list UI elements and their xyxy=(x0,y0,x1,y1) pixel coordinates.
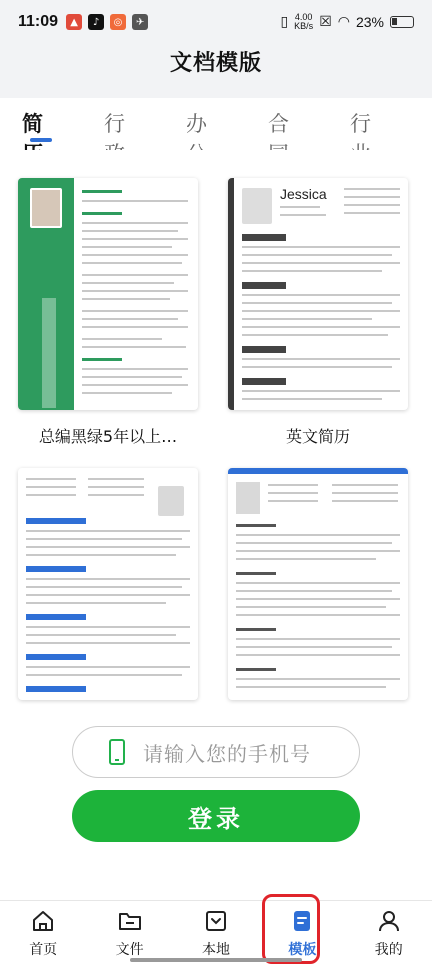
resume-section-header xyxy=(82,212,122,215)
resume-text-line xyxy=(236,534,400,536)
resume-photo xyxy=(236,482,260,514)
resume-text-line xyxy=(236,598,400,600)
resume-text-line xyxy=(236,654,400,656)
status-time: 11:09 xyxy=(18,13,59,30)
net-speed-value: 4.00 xyxy=(294,12,313,22)
resume-text-line xyxy=(242,254,392,256)
resume-text-line xyxy=(332,492,398,494)
resume-text-line xyxy=(26,530,190,532)
resume-text-line xyxy=(26,666,190,668)
category-tabs xyxy=(0,98,432,150)
resume-text-line xyxy=(242,390,400,392)
resume-text-line xyxy=(344,196,400,198)
template-thumbnail[interactable] xyxy=(18,178,198,410)
home-icon xyxy=(31,909,55,933)
resume-text-line xyxy=(26,486,76,488)
resume-text-line xyxy=(82,230,178,232)
resume-text-line xyxy=(236,558,376,560)
bottom-nav xyxy=(0,900,432,964)
resume-text-line xyxy=(82,326,188,328)
resume-text-line xyxy=(236,590,392,592)
resume-section-header xyxy=(236,668,276,671)
resume-text-line xyxy=(82,254,188,256)
template-thumbnail[interactable] xyxy=(228,468,408,700)
resume-text-line xyxy=(242,246,400,248)
resume-text-line xyxy=(236,606,386,608)
user-icon xyxy=(377,909,401,933)
tiktok-icon: ♪ xyxy=(88,14,104,30)
resume-text-line xyxy=(88,486,144,488)
download-box-icon xyxy=(204,909,228,933)
resume-text-line xyxy=(82,290,188,292)
nav-templates[interactable] xyxy=(259,901,345,964)
resume-text-line xyxy=(26,478,76,480)
resume-text-line xyxy=(236,678,400,680)
nav-home[interactable] xyxy=(0,901,86,964)
resume-text-line xyxy=(242,326,400,328)
template-title[interactable]: 总编黑绿5年以上… xyxy=(38,427,178,446)
template-card[interactable] xyxy=(228,178,408,447)
resume-text-line xyxy=(82,282,174,284)
app-notification-icon-2: ✈ xyxy=(132,14,148,30)
phone-icon xyxy=(109,739,125,765)
resume-section-header xyxy=(236,572,276,575)
resume-text-line xyxy=(242,334,388,336)
template-grid xyxy=(0,150,432,900)
nav-local[interactable] xyxy=(173,901,259,964)
resume-text-line xyxy=(26,538,182,540)
resume-text-line xyxy=(82,238,188,240)
resume-text-line xyxy=(236,638,400,640)
tab-office[interactable]: 办 xyxy=(186,112,207,136)
resume-text-line xyxy=(280,206,320,208)
template-card[interactable] xyxy=(228,468,408,700)
resume-section-header xyxy=(26,518,86,524)
resume-text-line xyxy=(82,274,188,276)
resume-text-line xyxy=(82,346,186,348)
resume-text-line xyxy=(236,550,400,552)
template-card[interactable] xyxy=(18,468,198,700)
close-box-icon: ☒ xyxy=(319,14,332,30)
resume-text-line xyxy=(82,376,182,378)
resume-photo xyxy=(158,486,184,516)
resume-text-line xyxy=(236,582,400,584)
resume-text-line xyxy=(268,484,318,486)
resume-text-line xyxy=(242,294,400,296)
resume-text-line xyxy=(82,200,188,202)
resume-name: Jessica xyxy=(280,186,327,202)
resume-text-line xyxy=(82,222,188,224)
resume-text-line xyxy=(82,310,188,312)
resume-text-line xyxy=(344,204,400,206)
battery-percent: 23% xyxy=(355,14,384,30)
resume-text-line xyxy=(26,634,176,636)
nav-local-label: 本地 xyxy=(201,942,230,958)
app-notification-icon: ◎ xyxy=(110,14,126,30)
resume-text-line xyxy=(242,366,392,368)
notification-app-icon: ▲ xyxy=(66,14,82,30)
resume-text-line xyxy=(82,384,188,386)
resume-vertical-banner xyxy=(42,298,56,408)
net-speed-unit: KB/s xyxy=(294,21,314,31)
resume-text-line xyxy=(236,614,400,616)
resume-text-line xyxy=(242,318,372,320)
resume-text-line xyxy=(26,578,190,580)
tab-resume[interactable]: 简 xyxy=(22,98,60,168)
resume-section-header xyxy=(242,378,286,385)
home-indicator[interactable] xyxy=(130,958,302,962)
template-title[interactable]: 英文简历 xyxy=(285,427,350,446)
resume-section-header xyxy=(236,628,276,631)
resume-text-line xyxy=(82,262,182,264)
battery-icon xyxy=(390,16,414,28)
resume-photo xyxy=(242,188,272,224)
nav-mine-label: 我的 xyxy=(374,942,403,958)
resume-text-line xyxy=(82,368,188,370)
resume-text-line xyxy=(26,586,182,588)
resume-section-header xyxy=(82,190,122,193)
resume-text-line xyxy=(332,500,398,502)
resume-section-header xyxy=(236,524,276,527)
resume-section-header xyxy=(242,346,286,353)
resume-text-line xyxy=(242,262,400,264)
resume-text-line xyxy=(268,500,318,502)
resume-text-line xyxy=(88,478,144,480)
resume-text-line xyxy=(242,398,382,400)
resume-text-line xyxy=(332,484,398,486)
resume-section-header xyxy=(26,686,86,692)
resume-text-line xyxy=(88,494,144,496)
resume-text-line xyxy=(26,554,176,556)
resume-text-line xyxy=(236,542,392,544)
resume-text-line xyxy=(82,338,162,340)
resume-section-header xyxy=(82,358,122,361)
resume-text-line xyxy=(82,246,172,248)
page-title: 文档模版 xyxy=(169,51,262,76)
resume-text-line xyxy=(26,674,182,676)
resume-section-header xyxy=(242,282,286,289)
nav-files[interactable] xyxy=(86,901,172,964)
nav-home-label: 首页 xyxy=(29,942,58,958)
resume-text-line xyxy=(26,546,190,548)
resume-text-line xyxy=(26,594,190,596)
phone-placeholder: 请输入您的手机号 xyxy=(143,741,311,766)
phone-input[interactable] xyxy=(72,726,360,778)
resume-text-line xyxy=(236,686,386,688)
nav-files-label: 文件 xyxy=(115,942,144,958)
wifi-icon: ◠ xyxy=(337,14,350,30)
resume-text-line xyxy=(242,310,400,312)
resume-photo xyxy=(30,188,62,228)
status-bar xyxy=(0,0,432,44)
resume-text-line xyxy=(242,302,392,304)
resume-side-bar xyxy=(228,178,234,410)
resume-text-line xyxy=(344,188,400,190)
net-speed xyxy=(294,13,313,31)
resume-text-line xyxy=(26,602,166,604)
resume-text-line xyxy=(236,646,392,648)
template-thumbnail[interactable] xyxy=(228,178,408,410)
tab-contract[interactable]: 合 xyxy=(268,112,289,136)
template-thumbnail[interactable] xyxy=(18,468,198,700)
nav-mine[interactable] xyxy=(346,901,432,964)
resume-section-header xyxy=(26,566,86,572)
resume-text-line xyxy=(344,212,400,214)
resume-text-line xyxy=(82,318,178,320)
resume-text-line xyxy=(82,392,172,394)
login-button[interactable]: 登录 xyxy=(72,790,360,842)
resume-text-line xyxy=(26,626,190,628)
resume-text-line xyxy=(242,270,382,272)
tab-administration[interactable]: 行 xyxy=(104,112,125,136)
resume-section-header xyxy=(26,614,86,620)
nav-templates-label: 模板 xyxy=(288,942,317,958)
template-icon xyxy=(290,909,314,933)
resume-section-header xyxy=(242,234,286,241)
resume-text-line xyxy=(26,642,190,644)
resume-top-bar xyxy=(228,468,408,474)
vibrate-icon: ▯ xyxy=(280,14,289,30)
resume-text-line xyxy=(268,492,318,494)
resume-text-line xyxy=(82,298,170,300)
tab-industry[interactable]: 行 xyxy=(350,112,371,136)
resume-text-line xyxy=(280,214,326,216)
resume-text-line xyxy=(26,494,76,496)
resume-section-header xyxy=(26,654,86,660)
resume-text-line xyxy=(242,358,400,360)
template-card[interactable] xyxy=(18,178,198,447)
folder-icon xyxy=(118,909,142,933)
